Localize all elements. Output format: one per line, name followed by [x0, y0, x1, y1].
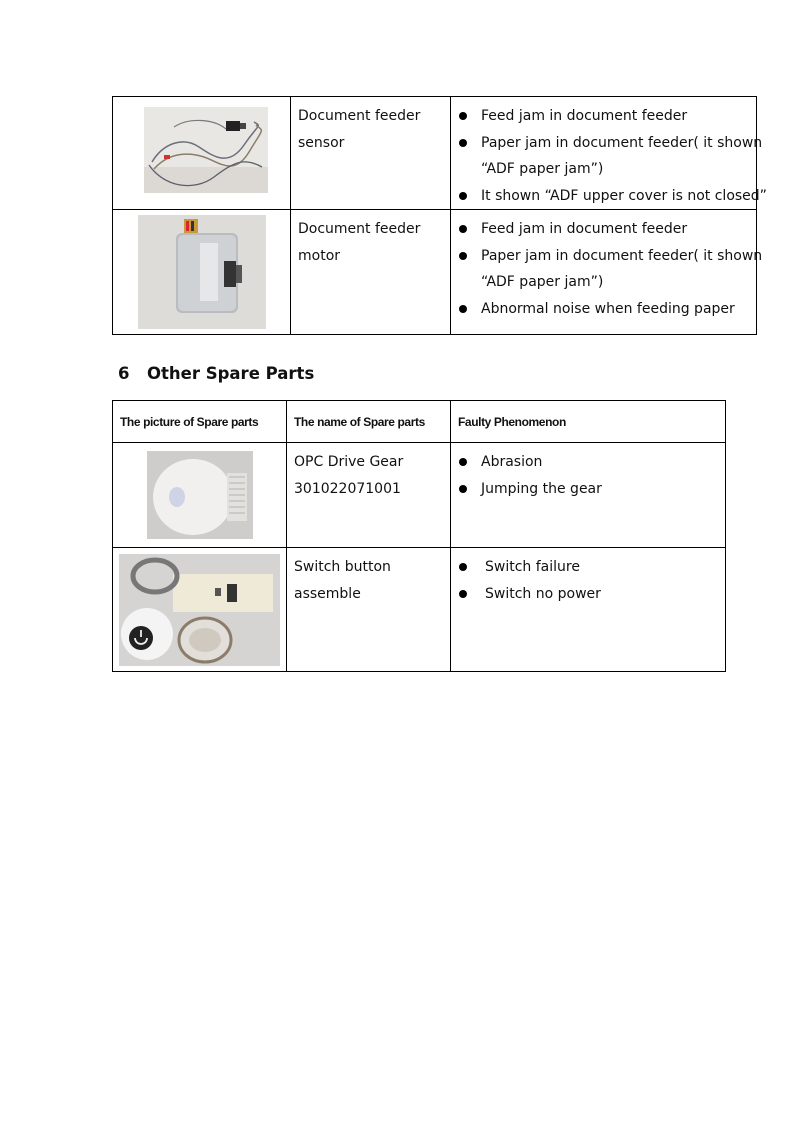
table-row: [113, 97, 757, 210]
part-name-line: Switch button: [294, 559, 391, 575]
gear-photo: [147, 451, 253, 539]
symptoms-cell: [451, 210, 763, 335]
list-item: Switch failure: [458, 554, 721, 581]
list-item: Feed jam in document feeder: [458, 103, 752, 130]
list-item: Jumping the gear: [458, 476, 721, 503]
part-photo-cell: [113, 210, 291, 335]
part-name-cell: [287, 443, 451, 548]
list-item-continuation: “ADF paper jam”): [481, 274, 604, 290]
motor-photo: [138, 215, 266, 329]
list-item: Abrasion: [458, 449, 721, 476]
list-item: Paper jam in document feeder( it shown: [458, 243, 752, 270]
section-title: Other Spare Parts: [147, 364, 315, 383]
list-item: Paper jam in document feeder( it shown: [458, 130, 752, 157]
part-name-line: assemble: [294, 586, 361, 602]
column-header: The name of Spare parts: [287, 401, 451, 443]
part-name-cell: [291, 97, 451, 210]
switch-assembly-photo: [119, 554, 280, 666]
part-name-line: sensor: [298, 135, 345, 151]
part-name-line: Document feeder: [298, 221, 421, 237]
part-photo-cell: [113, 97, 291, 210]
symptom-list: [451, 548, 725, 607]
symptom-list: [451, 210, 763, 322]
list-item: Feed jam in document feeder: [458, 216, 752, 243]
section-number: 6: [118, 364, 130, 383]
part-name-cell: [287, 548, 451, 672]
table-row: [113, 548, 726, 672]
spare-parts-table: [112, 400, 726, 672]
symptoms-cell: [451, 443, 726, 548]
part-name-line: 301022071001: [294, 481, 401, 497]
part-name-cell: [291, 210, 451, 335]
part-photo-cell: [113, 548, 287, 672]
list-item: Abnormal noise when feeding paper: [458, 296, 752, 323]
list-item: Switch no power: [458, 581, 721, 608]
symptom-list: [451, 443, 725, 502]
part-name-line: Document feeder: [298, 108, 421, 124]
symptoms-cell: [451, 97, 767, 210]
list-item: It shown “ADF upper cover is not closed”: [458, 183, 752, 210]
part-photo-cell: [113, 443, 287, 548]
table-row: [113, 443, 726, 548]
part-name-line: OPC Drive Gear: [294, 454, 404, 470]
column-header: The picture of Spare parts: [113, 401, 287, 443]
list-item-continuation: “ADF paper jam”): [481, 161, 604, 177]
symptoms-cell: [451, 548, 726, 672]
column-header: Faulty Phenomenon: [451, 401, 726, 443]
table-header-row: [113, 401, 726, 443]
part-name-line: motor: [298, 248, 341, 264]
symptom-list: [451, 97, 767, 209]
table-row: [113, 210, 757, 335]
sensor-cable-photo: [144, 107, 268, 193]
feeder-parts-table: [112, 96, 767, 335]
section-heading: [118, 364, 314, 383]
